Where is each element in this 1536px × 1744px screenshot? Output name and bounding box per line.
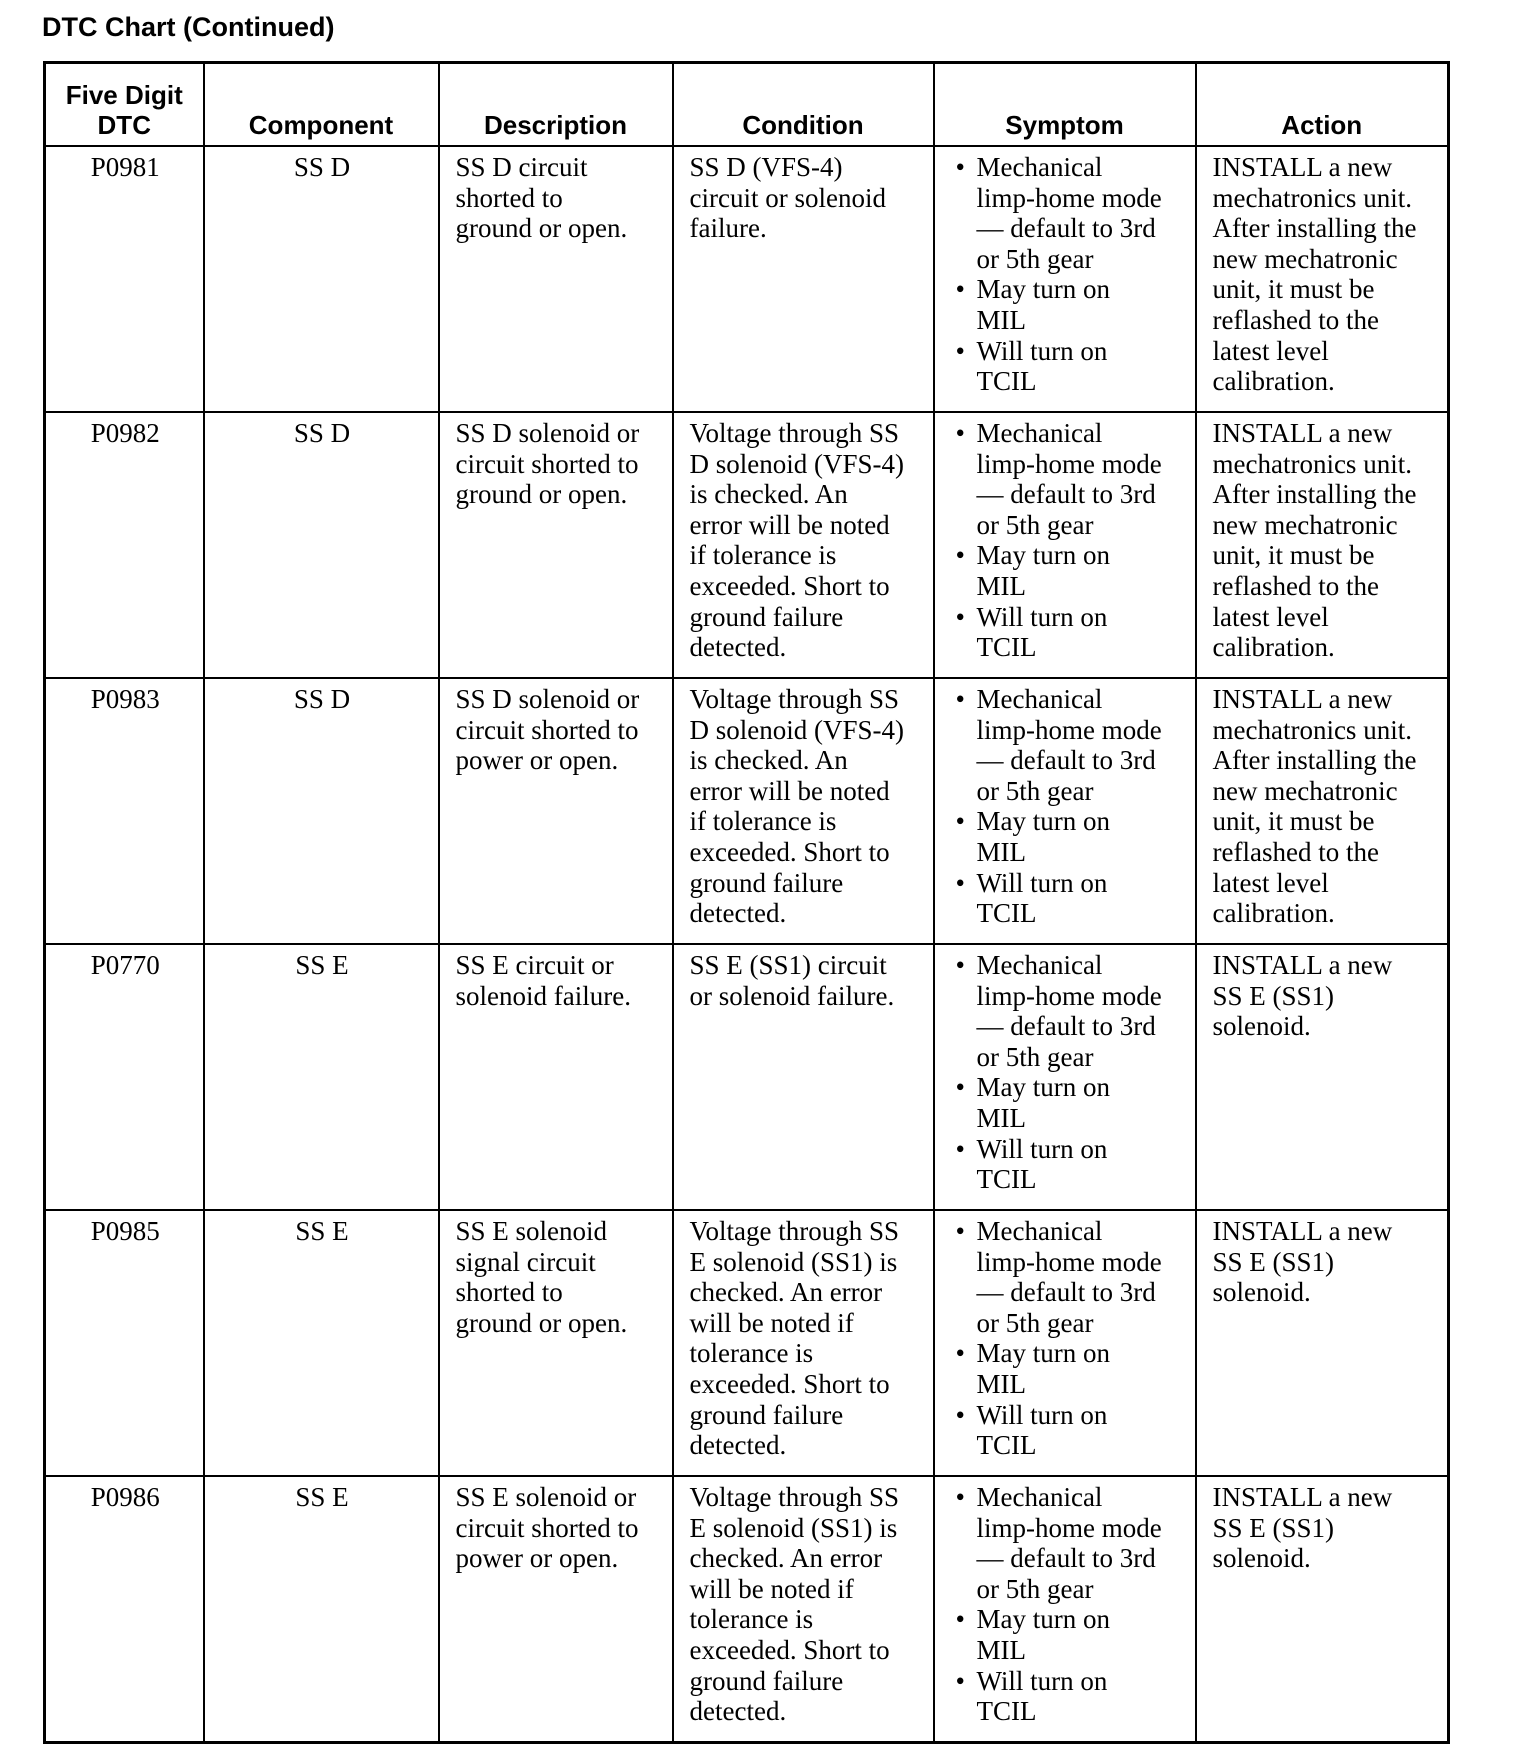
dtc-code-cell: P0981 bbox=[45, 146, 204, 412]
table-row bbox=[45, 412, 1449, 678]
table-row bbox=[45, 944, 1449, 1210]
condition-cell: Voltage through SS E solenoid (SS1) is checked. An error will be noted if tolerance is exceeded. Short to ground failure detected. bbox=[673, 1210, 934, 1476]
symptom-item: • Will turn on TCIL bbox=[951, 602, 1181, 663]
description-cell: SS D solenoid or circuit shorted to ground or open. bbox=[439, 412, 673, 678]
component-cell: SS E bbox=[204, 944, 439, 1210]
description-cell: SS E solenoid or circuit shorted to power or open. bbox=[439, 1476, 673, 1743]
symptom-item: • May turn on MIL bbox=[951, 806, 1181, 867]
table-header-row bbox=[45, 63, 1449, 147]
symptom-list bbox=[951, 152, 1181, 397]
description-cell: SS D circuit shorted to ground or open. bbox=[439, 146, 673, 412]
dtc-table bbox=[43, 61, 1450, 1744]
description-cell: SS D solenoid or circuit shorted to power or open. bbox=[439, 678, 673, 944]
symptom-cell bbox=[934, 146, 1196, 412]
symptom-cell bbox=[934, 1476, 1196, 1743]
symptom-item: • May turn on MIL bbox=[951, 274, 1181, 335]
component-cell: SS D bbox=[204, 146, 439, 412]
component-cell: SS D bbox=[204, 678, 439, 944]
symptom-item: • May turn on MIL bbox=[951, 1338, 1181, 1399]
symptom-item: • May turn on MIL bbox=[951, 540, 1181, 601]
header-dtc-label: Five Digit DTC bbox=[65, 80, 183, 140]
header-symptom: Symptom bbox=[934, 63, 1196, 147]
header-description: Description bbox=[439, 63, 673, 147]
table-row bbox=[45, 1476, 1449, 1743]
condition-cell: Voltage through SS D solenoid (VFS-4) is checked. An error will be noted if tolerance is exceeded. Short to ground failure detected. bbox=[673, 412, 934, 678]
header-component: Component bbox=[204, 63, 439, 147]
symptom-item: • May turn on MIL bbox=[951, 1604, 1181, 1665]
symptom-list bbox=[951, 418, 1181, 663]
symptom-item: • Mechanical limp-home mode — default to 3rd or 5th gear bbox=[951, 152, 1181, 274]
symptom-item: • May turn on MIL bbox=[951, 1072, 1181, 1133]
symptom-list bbox=[951, 1482, 1181, 1727]
symptom-cell bbox=[934, 1210, 1196, 1476]
symptom-item: • Mechanical limp-home mode — default to 3rd or 5th gear bbox=[951, 1216, 1181, 1338]
component-cell: SS E bbox=[204, 1210, 439, 1476]
action-cell: INSTALL a new mechatronics unit. After installing the new mechatronic unit, it must be reflashed to the latest level calibration. bbox=[1196, 412, 1449, 678]
table-row bbox=[45, 146, 1449, 412]
dtc-code-cell: P0982 bbox=[45, 412, 204, 678]
symptom-list bbox=[951, 950, 1181, 1195]
action-cell: INSTALL a new mechatronics unit. After installing the new mechatronic unit, it must be reflashed to the latest level calibration. bbox=[1196, 678, 1449, 944]
dtc-code-cell: P0986 bbox=[45, 1476, 204, 1743]
header-action: Action bbox=[1196, 63, 1449, 147]
symptom-item: • Mechanical limp-home mode — default to 3rd or 5th gear bbox=[951, 684, 1181, 806]
symptom-cell bbox=[934, 678, 1196, 944]
dtc-code-cell: P0985 bbox=[45, 1210, 204, 1476]
symptom-list bbox=[951, 684, 1181, 929]
page-title: DTC Chart (Continued) bbox=[42, 12, 335, 42]
symptom-cell bbox=[934, 412, 1196, 678]
component-cell: SS E bbox=[204, 1476, 439, 1743]
condition-cell: SS D (VFS-4) circuit or solenoid failure. bbox=[673, 146, 934, 412]
action-cell: INSTALL a new SS E (SS1) solenoid. bbox=[1196, 1210, 1449, 1476]
symptom-item: • Mechanical limp-home mode — default to 3rd or 5th gear bbox=[951, 418, 1181, 540]
action-cell: INSTALL a new SS E (SS1) solenoid. bbox=[1196, 944, 1449, 1210]
condition-cell: Voltage through SS D solenoid (VFS-4) is checked. An error will be noted if tolerance is exceeded. Short to ground failure detected. bbox=[673, 678, 934, 944]
symptom-item: • Will turn on TCIL bbox=[951, 1134, 1181, 1195]
description-cell: SS E circuit or solenoid failure. bbox=[439, 944, 673, 1210]
condition-cell: Voltage through SS E solenoid (SS1) is checked. An error will be noted if tolerance is exceeded. Short to ground failure detected. bbox=[673, 1476, 934, 1743]
header-dtc bbox=[45, 63, 204, 147]
header-condition: Condition bbox=[673, 63, 934, 147]
symptom-item: • Mechanical limp-home mode — default to 3rd or 5th gear bbox=[951, 1482, 1181, 1604]
action-cell: INSTALL a new SS E (SS1) solenoid. bbox=[1196, 1476, 1449, 1743]
table-body bbox=[45, 146, 1449, 1743]
condition-cell: SS E (SS1) circuit or solenoid failure. bbox=[673, 944, 934, 1210]
symptom-cell bbox=[934, 944, 1196, 1210]
description-cell: SS E solenoid signal circuit shorted to ground or open. bbox=[439, 1210, 673, 1476]
symptom-item: • Will turn on TCIL bbox=[951, 1400, 1181, 1461]
symptom-list bbox=[951, 1216, 1181, 1461]
dtc-code-cell: P0770 bbox=[45, 944, 204, 1210]
symptom-item: • Will turn on TCIL bbox=[951, 868, 1181, 929]
component-cell: SS D bbox=[204, 412, 439, 678]
symptom-item: • Will turn on TCIL bbox=[951, 1666, 1181, 1727]
action-cell: INSTALL a new mechatronics unit. After installing the new mechatronic unit, it must be reflashed to the latest level calibration. bbox=[1196, 146, 1449, 412]
table-row bbox=[45, 678, 1449, 944]
symptom-item: • Mechanical limp-home mode — default to 3rd or 5th gear bbox=[951, 950, 1181, 1072]
dtc-code-cell: P0983 bbox=[45, 678, 204, 944]
table-row bbox=[45, 1210, 1449, 1476]
symptom-item: • Will turn on TCIL bbox=[951, 336, 1181, 397]
